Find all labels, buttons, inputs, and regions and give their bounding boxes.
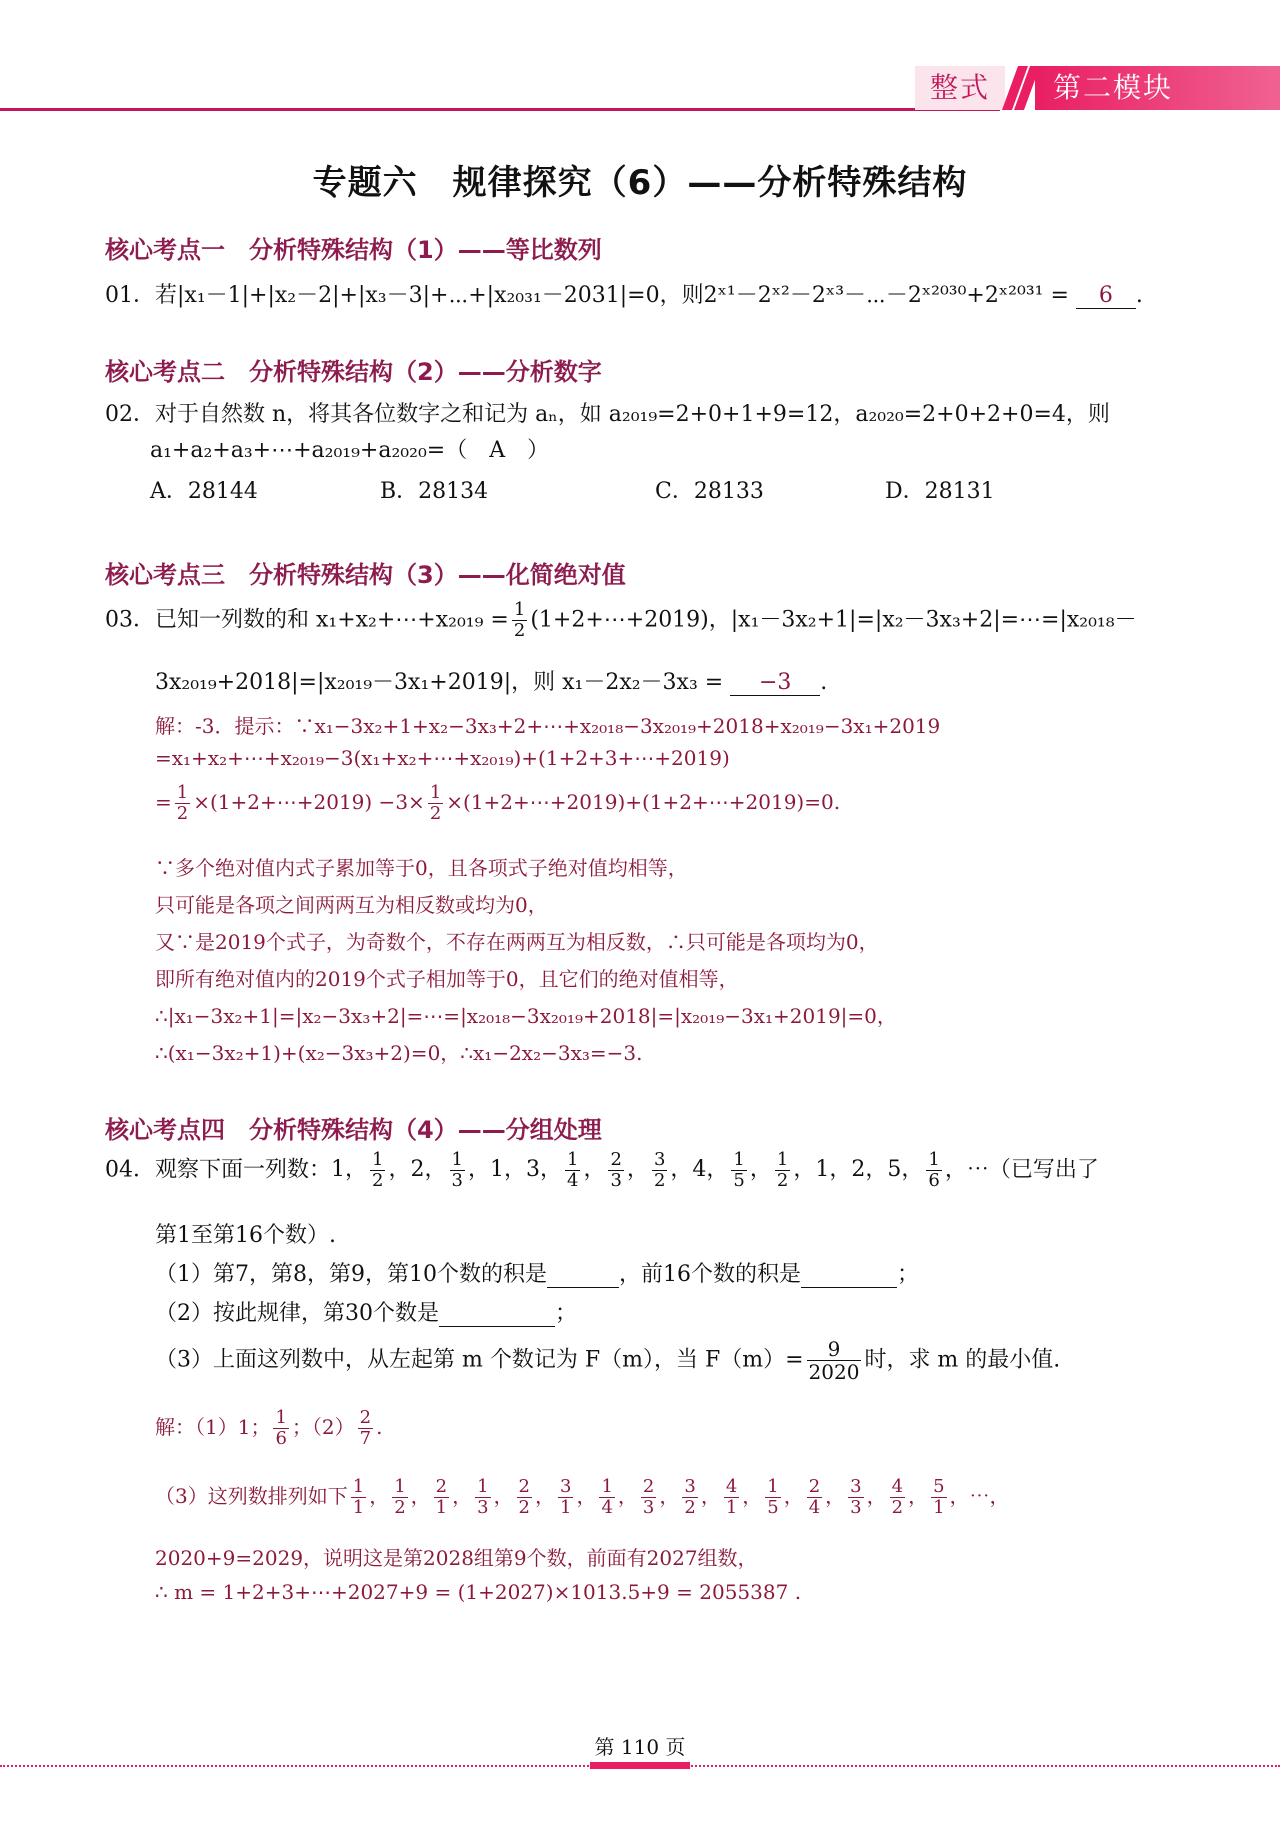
- fraction-half: $\frac{1}{2}$: [176, 782, 189, 824]
- sequence-fraction: $\frac{2}{1}$: [435, 1476, 448, 1518]
- page-title: 专题六 规律探究（6）——分析特殊结构: [312, 163, 968, 203]
- section-heading-1: 核心考点一 分析特殊结构（1）——等比数列: [105, 236, 602, 264]
- fraction-half: $\frac{1}{2}$: [429, 782, 442, 824]
- solution-4-line-1: 解：（1）1； $\frac{1}{6}$ ；（2） $\frac{2}{7}$ .: [155, 1407, 383, 1449]
- sequence-fraction: $\frac{1}{3}$: [477, 1476, 489, 1518]
- fraction-1-6: $\frac{1}{6}$: [275, 1407, 287, 1449]
- question-4-line-1: [105, 1150, 1099, 1191]
- sequence-fraction: $\frac{1}{2}$: [776, 1149, 789, 1191]
- sequence-fraction: $\frac{1}{3}$: [451, 1149, 463, 1191]
- solution-3-line-1: 解：-3．提示：∵x₁−3x₂+1+x₂−3x₃+2+⋯+x₂₀₁₈−3x₂₀₁₉+2018+x₂₀₁₉−3x₁+2019: [155, 714, 941, 738]
- sequence-fraction: $\frac{1}{4}$: [567, 1149, 579, 1191]
- sequence-fraction: $\frac{1}{2}$: [372, 1149, 384, 1191]
- sequence-fraction: $\frac{1}{6}$: [928, 1149, 940, 1191]
- sequence-fraction: $\frac{3}{2}$: [653, 1149, 666, 1191]
- question-4-line-2: 第1至第16个数）.: [155, 1223, 336, 1248]
- question-2-line-1: 02．对于自然数 n，将其各位数字之和记为 aₙ，如 a₂₀₁₉=2+0+1+9=12，a₂₀₂₀=2+0+2+0=4，则: [105, 402, 1110, 427]
- fraction-half: $\frac{1}{2}$: [513, 599, 526, 641]
- question-2-line-2: a₁+a₂+a₃+⋯+a₂₀₁₉+a₂₀₂₀=（ A ）: [150, 438, 550, 463]
- sequence-fraction: $\frac{2}{3}$: [610, 1149, 622, 1191]
- solution-3-line-5: 只可能是各项之间两两互为相反数或均为0，: [155, 893, 548, 917]
- footer-accent: [590, 1762, 690, 1769]
- sequence-fraction: $\frac{1}{4}$: [601, 1476, 613, 1518]
- option-b: B．28134: [380, 479, 489, 504]
- section-heading-3: 核心考点三 分析特殊结构（3）——化简绝对值: [105, 561, 626, 589]
- sequence-fraction: $\frac{1}{5}$: [767, 1476, 779, 1518]
- sequence-fraction: $\frac{1}{5}$: [733, 1149, 745, 1191]
- sequence-term: 2: [410, 1157, 425, 1183]
- blank-2: [801, 1262, 897, 1288]
- question-1-answer: 6: [1076, 283, 1136, 309]
- sequence-term: 5: [887, 1157, 902, 1183]
- sequence-term: 3: [525, 1157, 540, 1183]
- solution-4-line-4: ∴ m = 1+2+3+⋯+2027+9 = (1+2027)×1013.5+9 = 2055387 .: [155, 1580, 802, 1604]
- question-4-lead: 04．观察下面一列数：: [105, 1157, 331, 1183]
- header-rule: [0, 108, 1000, 111]
- question-3-text-b: (1+2+⋯+2019)，|x₁－3x₂+1|=|x₂－3x₃+2|=⋯=|x₂₀₁₈－: [530, 607, 1137, 633]
- sequence-fraction: $\frac{2}{4}$: [808, 1476, 821, 1518]
- section-heading-4: 核心考点四 分析特殊结构（4）——分组处理: [105, 1116, 602, 1144]
- question-1-text: 01．若|x₁－1|+|x₂－2|+|x₃－3|+⋯+|x₂₀₃₁－2031|=0，则2ˣ¹－2ˣ²－2ˣ³－⋯－2ˣ²⁰³⁰+2ˣ²⁰³¹ =: [105, 283, 1069, 308]
- fraction-9-2020: $\frac{9}{2020}$: [808, 1337, 860, 1384]
- sequence-fraction: $\frac{3}{3}$: [850, 1476, 862, 1518]
- solution-3-line-7: 即所有绝对值内的2019个式子相加等于0，且它们的绝对值相等，: [155, 967, 739, 991]
- sequence-term: 2: [851, 1157, 866, 1183]
- header-tag-module: 第二模块: [1035, 66, 1280, 110]
- option-d: D．28131: [885, 479, 995, 504]
- sequence: 1， $\frac{1}{2}$ ，2， $\frac{1}{3}$ ，1，3， $\frac{1}{4}$ ， $\frac{2}{3}$ ， $\frac{3}{2}$ ，4， $\frac{1}{5}$ ， $\frac{1}{2}$ ，1，2，5， $\frac{1}{6}$: [331, 1149, 940, 1191]
- question-4-part-1: （1）第7，第8，第9，第10个数的积是 ，前16个数的积是 ；: [155, 1262, 919, 1287]
- solution-3-line-2: =x₁+x₂+⋯+x₂₀₁₉−3(x₁+x₂+⋯+x₂₀₁₉)+(1+2+3+⋯+2019): [155, 746, 730, 770]
- question-3-line-2: 3x₂₀₁₉+2018|=|x₂₀₁₉－3x₁+2019|，则 x₁－2x₂－3x₃ = −3 .: [155, 670, 828, 695]
- option-a: A．28144: [150, 479, 258, 504]
- sequence-fraction: $\frac{5}{1}$: [933, 1476, 945, 1518]
- sequence-term: 4: [692, 1157, 707, 1183]
- question-3-text-a: 03．已知一列数的和 x₁+x₂+⋯+x₂₀₁₉ =: [105, 607, 509, 633]
- question-3-text-c: 3x₂₀₁₉+2018|=|x₂₀₁₉－3x₁+2019|，则 x₁－2x₂－3x₃ =: [155, 670, 724, 695]
- solution-3-line-9: ∴(x₁−3x₂+1)+(x₂−3x₃+2)=0，∴x₁−2x₂−3x₃=−3.: [155, 1041, 643, 1065]
- page-number: 第 110 页: [594, 1735, 686, 1759]
- question-4-part-3: （3）上面这列数中，从左起第 m 个数记为 F（m），当 F（m）= $\frac{9}{2020}$ 时，求 m 的最小值.: [155, 1337, 1061, 1384]
- sequence-fraction: $\frac{2}{2}$: [518, 1476, 530, 1518]
- sequence-fraction: $\frac{4}{1}$: [725, 1476, 738, 1518]
- grouped-sequence: $\frac{1}{1}$ ， $\frac{1}{2}$ ， $\frac{2}{1}$ ， $\frac{1}{3}$ ， $\frac{2}{2}$ ， $\frac{3}{1}$ ， $\frac{1}{4}$ ， $\frac{2}{3}$ ， $\frac{3}{2}$ ， $\frac{4}{1}$ ， $\frac{1}{5}$ ， $\frac{2}{4}$ ， $\frac{3}{3}$ ， $\frac{4}{2}$ ， $\frac{5}{1}$: [352, 1476, 945, 1518]
- sequence-term: 1: [815, 1157, 830, 1183]
- solution-4-line-3: 2020+9=2029，说明这是第2028组第9个数，前面有2027组数，: [155, 1546, 758, 1570]
- question-3-answer: −3: [730, 670, 820, 696]
- solution-3-line-4: ∵多个绝对值内式子累加等于0，且各项式子绝对值均相等，: [155, 856, 688, 880]
- solution-4-line-2: （3）这列数排列如下 $\frac{1}{1}$ ， $\frac{1}{2}$ ， $\frac{2}{1}$ ， $\frac{1}{3}$ ， $\frac{2}{2}$ ， $\frac{3}{1}$ ， $\frac{1}{4}$ ， $\frac{2}{3}$ ， $\frac{3}{2}$ ， $\frac{4}{1}$ ， $\frac{1}{5}$ ， $\frac{2}{4}$ ， $\frac{3}{3}$ ， $\frac{4}{2}$ ， $\frac{5}{1}$ ，⋯，: [155, 1476, 1010, 1518]
- sequence-fraction: $\frac{2}{3}$: [642, 1476, 655, 1518]
- solution-3-line-6: 又∵是2019个式子，为奇数个，不存在两两互为相反数，∴只可能是各项均为0，: [155, 930, 879, 954]
- blank-1: [547, 1262, 619, 1288]
- section-heading-2: 核心考点二 分析特殊结构（2）——分析数字: [105, 358, 602, 386]
- solution-3-line-8: ∴|x₁−3x₂+1|=|x₂−3x₃+2|=⋯=|x₂₀₁₈−3x₂₀₁₉+2018|=|x₂₀₁₉−3x₁+2019|=0，: [155, 1004, 897, 1028]
- sequence-fraction: $\frac{3}{1}$: [560, 1476, 572, 1518]
- option-c: C．28133: [655, 479, 764, 504]
- question-1: 01．若|x₁－1|+|x₂－2|+|x₃－3|+⋯+|x₂₀₃₁－2031|=0，则2ˣ¹－2ˣ²－2ˣ³－⋯－2ˣ²⁰³⁰+2ˣ²⁰³¹ = 6 .: [105, 283, 1143, 308]
- fraction-2-7: $\frac{2}{7}$: [359, 1407, 372, 1449]
- sequence-fraction: $\frac{4}{2}$: [891, 1476, 904, 1518]
- question-4-part-2: （2）按此规律，第30个数是 ；: [155, 1301, 578, 1326]
- sequence-fraction: $\frac{1}{2}$: [394, 1476, 406, 1518]
- sequence-fraction: $\frac{3}{2}$: [684, 1476, 696, 1518]
- sequence-term: 1: [331, 1157, 345, 1183]
- blank-3: [439, 1301, 555, 1327]
- question-4-tail: ，⋯（已写出了: [944, 1157, 1099, 1183]
- solution-3-line-3: = $\frac{1}{2}$ ×(1+2+⋯+2019) −3× $\frac{1}{2}$ ×(1+2+⋯+2019)+(1+2+⋯+2019)=0.: [155, 782, 841, 824]
- question-3-line-1: [105, 600, 1137, 641]
- sequence-fraction: $\frac{1}{1}$: [352, 1476, 365, 1518]
- header-tag-chapter: 整式: [915, 66, 1005, 110]
- sequence-term: 1: [489, 1157, 504, 1183]
